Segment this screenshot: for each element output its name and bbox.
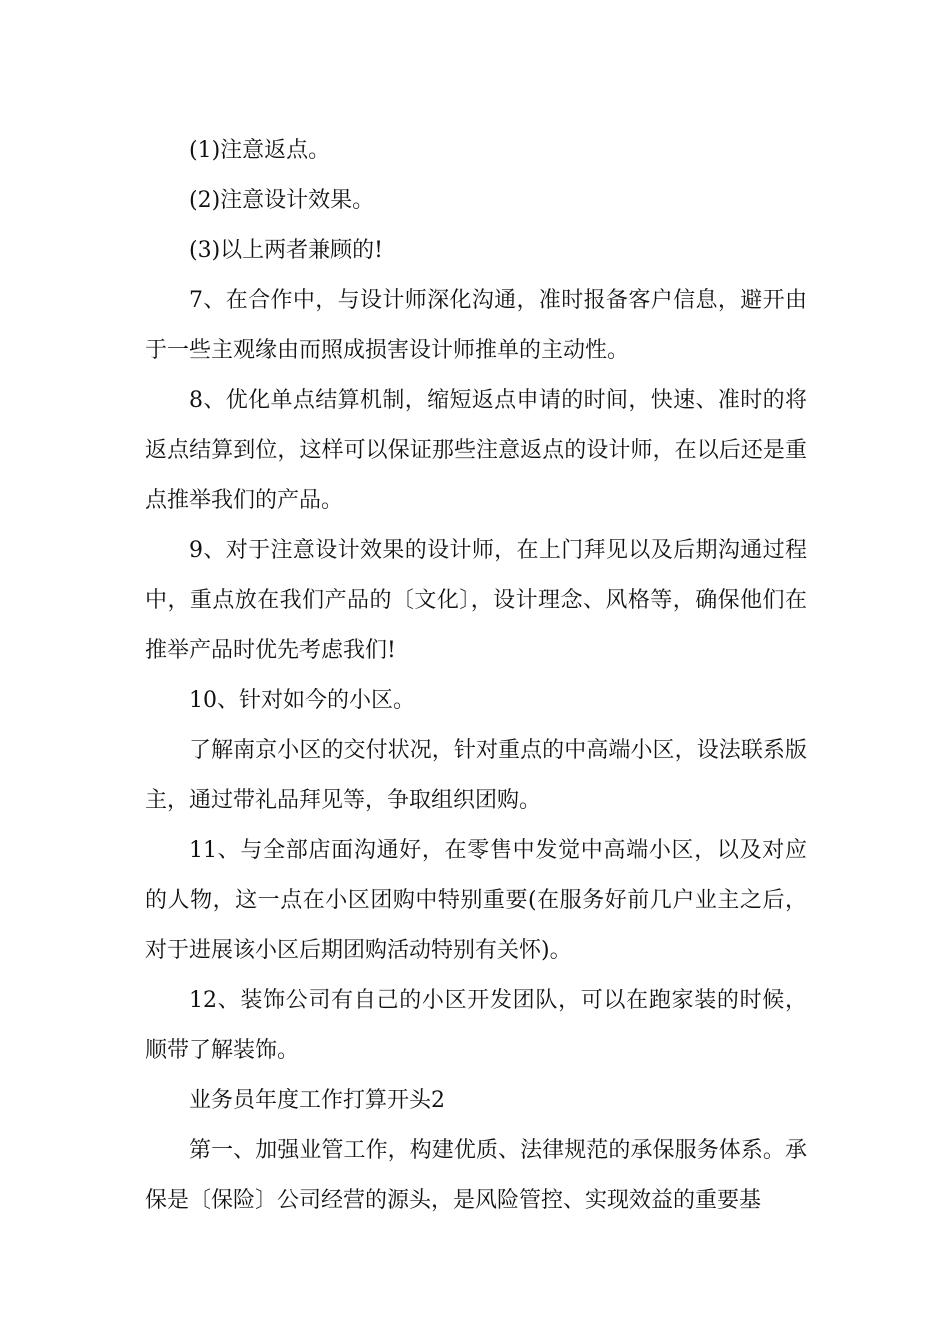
- paragraph-item-7: 10、针对如今的小区。: [189, 688, 415, 713]
- paragraph-item-12: 第一、加强业管工作，构建优质、法律规范的承保服务体系。承保是〔保险〕公司经营的源头，是风险管控、实现效益的重要基: [145, 1138, 807, 1213]
- paragraph-item-2: (2)注意设计效果。: [189, 188, 375, 213]
- paragraph-item-10: 12、装饰公司有自己的小区开发团队，可以在跑家装的时候，顺带了解装饰。: [145, 988, 807, 1063]
- paragraph-item-1: (1)注意返点。: [189, 138, 331, 163]
- paragraph-item-8: 了解南京小区的交付状况，针对重点的中高端小区，设法联系版主，通过带礼品拜见等，争取组织团购。: [145, 738, 807, 813]
- paragraph-item-4: 7、在合作中，与设计师深化沟通，准时报备客户信息，避开由于一些主观缘由而照成损害设计师推单的主动性。: [145, 288, 807, 363]
- paragraph-item-9: 11、与全部店面沟通好，在零售中发觉中高端小区，以及对应的人物，这一点在小区团购中特别重要(在服务好前几户业主之后，对于进展该小区后期团购活动特别有关怀)。: [145, 838, 807, 963]
- section-heading: 业务员年度工作打算开头2: [189, 1088, 445, 1113]
- document-body: [145, 126, 807, 1226]
- paragraph-item-5: 8、优化单点结算机制，缩短返点申请的时间，快速、准时的将返点结算到位，这样可以保证那些注意返点的设计师，在以后还是重点推举我们的产品。: [145, 388, 807, 513]
- paragraph-item-3: (3)以上两者兼顾的!: [189, 238, 384, 263]
- paragraph-item-6: 9、对于注意设计效果的设计师，在上门拜见以及后期沟通过程中，重点放在我们产品的〔文化〕，设计理念、风格等，确保他们在推举产品时优先考虑我们!: [145, 538, 807, 663]
